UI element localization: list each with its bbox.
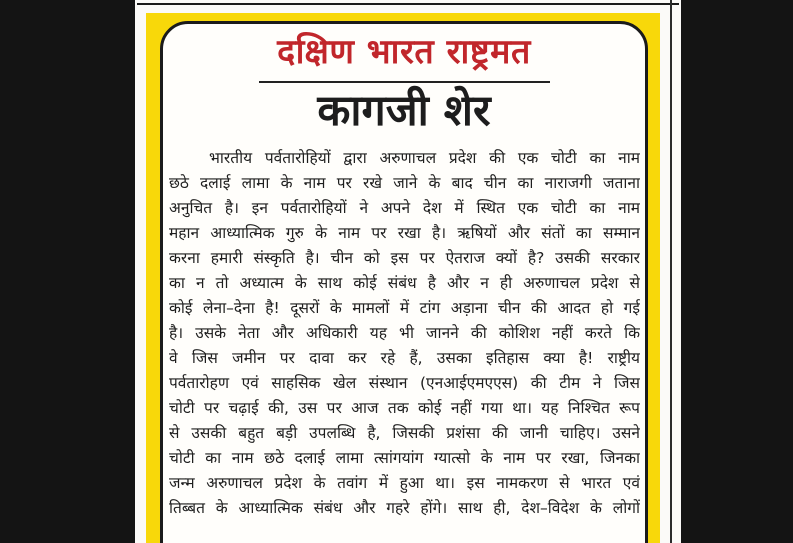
body-line: चोटी पर चढ़ाई की, उस पर आज तक कोई नहीं गया था। यह निश्चित रूप xyxy=(169,399,640,418)
body-line: से उसकी बहुत बड़ी उपलब्धि है, जिसकी प्रशंसा की जानी चाहिए। उसने xyxy=(169,424,640,443)
body-line: महान आध्यात्मिक गुरु के नाम पर रखा है। ऋषियों और संतों का सम्मान xyxy=(169,224,640,243)
article-headline: कागजी शेर xyxy=(317,86,491,137)
body-line: वे जिस जमीन पर दावा कर रहे हैं, उसका इतिहास क्या है! राष्ट्रीय xyxy=(169,349,640,368)
body-line: चोटी का नाम छठे दलाई लामा त्सांगयांग ग्यात्सो के नाम पर रखा, जिनका xyxy=(169,449,640,468)
body-line: करना हमारी संस्कृति है। चीन को इस पर ऐतराज क्यों है? उसकी सरकार xyxy=(169,249,640,268)
body-line: पर्वतारोहण एवं साहसिक खेल संस्थान (एनआईएमएएस) की टीम ने जिस xyxy=(169,374,640,393)
article-body xyxy=(169,146,640,521)
body-line: छठे दलाई लामा के नाम पर रखे जाने के बाद चीन का नाराजगी जताना xyxy=(169,174,640,193)
body-line: अनुचित है। इन पर्वतारोहियों ने अपने देश में स्थित एक चोटी का नाम xyxy=(169,199,640,218)
body-line: जन्म अरुणाचल प्रदेश के तवांग में हुआ था। इस नामकरण से भारत एवं xyxy=(169,474,640,493)
body-line: है। उसके नेता और अधिकारी यह भी जानने की कोशिश नहीं करते कि xyxy=(169,324,640,343)
body-line: तिब्बत के आध्यात्मिक संबंध और गहरे होंगे। साथ ही, देश–विदेश के लोगों xyxy=(169,499,640,518)
publication-masthead: दक्षिण भारत राष्ट्रमत xyxy=(277,32,531,72)
top-rule-divider xyxy=(137,3,679,5)
editorial-box xyxy=(160,21,648,543)
editorial-frame xyxy=(146,13,660,543)
body-line: का न तो अध्यात्म के साथ कोई संबंध है और न ही अरुणाचल प्रदेश से xyxy=(169,274,640,293)
body-line: भारतीय पर्वतारोहियों द्वारा अरुणाचल प्रदेश की एक चोटी का नाम xyxy=(209,149,640,168)
column-rule-divider xyxy=(670,0,672,543)
body-line: कोई लेना–देना है! दूसरों के मामलों में टांग अड़ाना चीन की आदत हो गई xyxy=(169,299,640,318)
masthead-underline xyxy=(259,81,550,83)
